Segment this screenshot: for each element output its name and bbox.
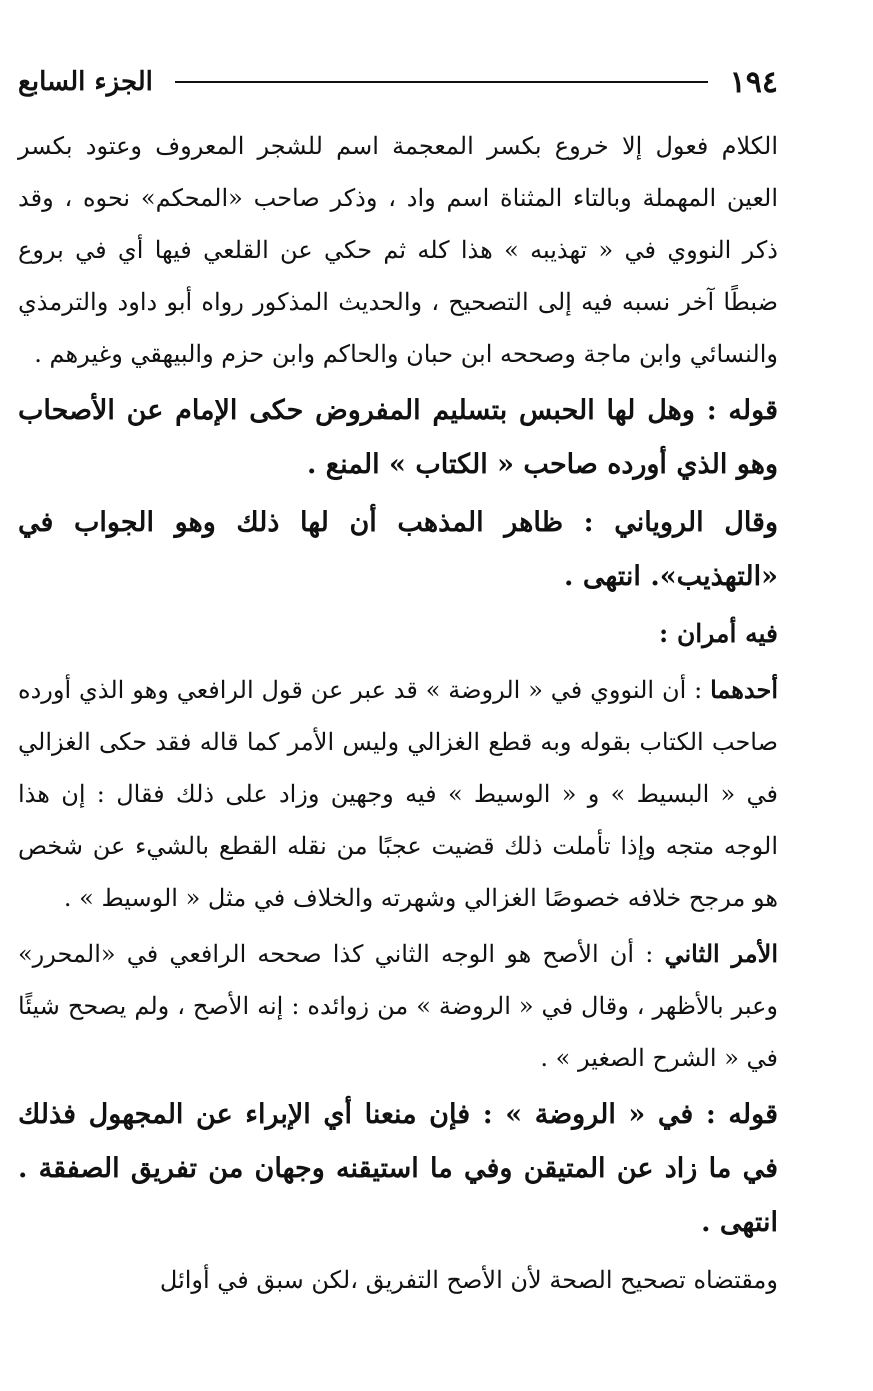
paragraph-4-text: فيه أمران :	[659, 619, 778, 648]
paragraph-3-text: وقال الروياني : ظاهر المذهب أن لها ذلك وهو الجواب في «التهذيب». انتهى .	[18, 507, 778, 592]
paragraph-6-lead: الأمر الثاني	[664, 939, 778, 968]
paragraph-8-text: ومقتضاه تصحيح الصحة لأن الأصح التفريق ،لكن سبق في أوائل	[159, 1266, 778, 1294]
paragraph-7-text: قوله : في « الروضة » : فإن منعنا أي الإبراء عن المجهول فذلك في ما زاد عن المتيقن وفي ما استيقنه وجهان من تفريق الصفقة . انتهى .	[18, 1099, 778, 1238]
paragraph-6-text: : أن الأصح هو الوجه الثاني كذا صححه الرافعي في «المحرر» وعبر بالأظهر ، وقال في « الروضة » من زوائده : إنه الأصح ، ولم يصحح شيئًا في « الشرح الصغير » .	[18, 940, 778, 1072]
paragraph-4-heading	[18, 608, 778, 660]
paragraph-3-quote	[18, 496, 778, 604]
paragraph-1	[18, 120, 778, 380]
book-page	[18, 58, 778, 1306]
paragraph-5-lead: أحدهما	[710, 675, 779, 704]
paragraph-2-text: قوله : وهل لها الحبس بتسليم المفروض حكى الإمام عن الأصحاب وهو الذي أورده صاحب « الكتاب » المنع .	[18, 395, 778, 480]
paragraph-2-quote	[18, 384, 778, 492]
page-header	[18, 58, 778, 106]
paragraph-1-text: الكلام فعول إلا خروع بكسر المعجمة اسم للشجر المعروف وعتود بكسر العين المهملة وبالتاء المثناة اسم واد ، وذكر صاحب «المحكم» نحوه ، وقد ذكر النووي في « تهذيبه » هذا كله ثم حكي عن القلعي فيها أي في بروع ضبطًا آخر نسبه فيه إلى التصحيح ، والحديث المذكور رواه أبو داود والترمذي والنسائي وابن ماجة وصححه ابن حبان والحاكم وابن حزم والبيهقي وغيرهم .	[18, 132, 778, 368]
paragraph-6	[18, 928, 778, 1084]
paragraph-5	[18, 664, 778, 924]
paragraph-5-text: : أن النووي في « الروضة » قد عبر عن قول الرافعي وهو الذي أورده صاحب الكتاب بقوله وبه قطع الغزالي وليس الأمر كما قاله فقد حكى الغزالي في « البسيط » و « الوسيط » فيه وجهين وزاد على ذلك فقال : إن هذا الوجه متجه وإذا تأملت ذلك قضيت عجبًا من نقله القطع بالشيء عن شخص هو مرجح خلافه خصوصًا الغزالي وشهرته والخلاف في مثل « الوسيط » .	[18, 676, 778, 912]
part-title: الجزء السابع	[18, 67, 153, 97]
header-rule	[175, 81, 708, 83]
paragraph-7-quote	[18, 1088, 778, 1250]
paragraph-8	[18, 1254, 778, 1306]
page-number: ١٩٤	[729, 64, 778, 100]
